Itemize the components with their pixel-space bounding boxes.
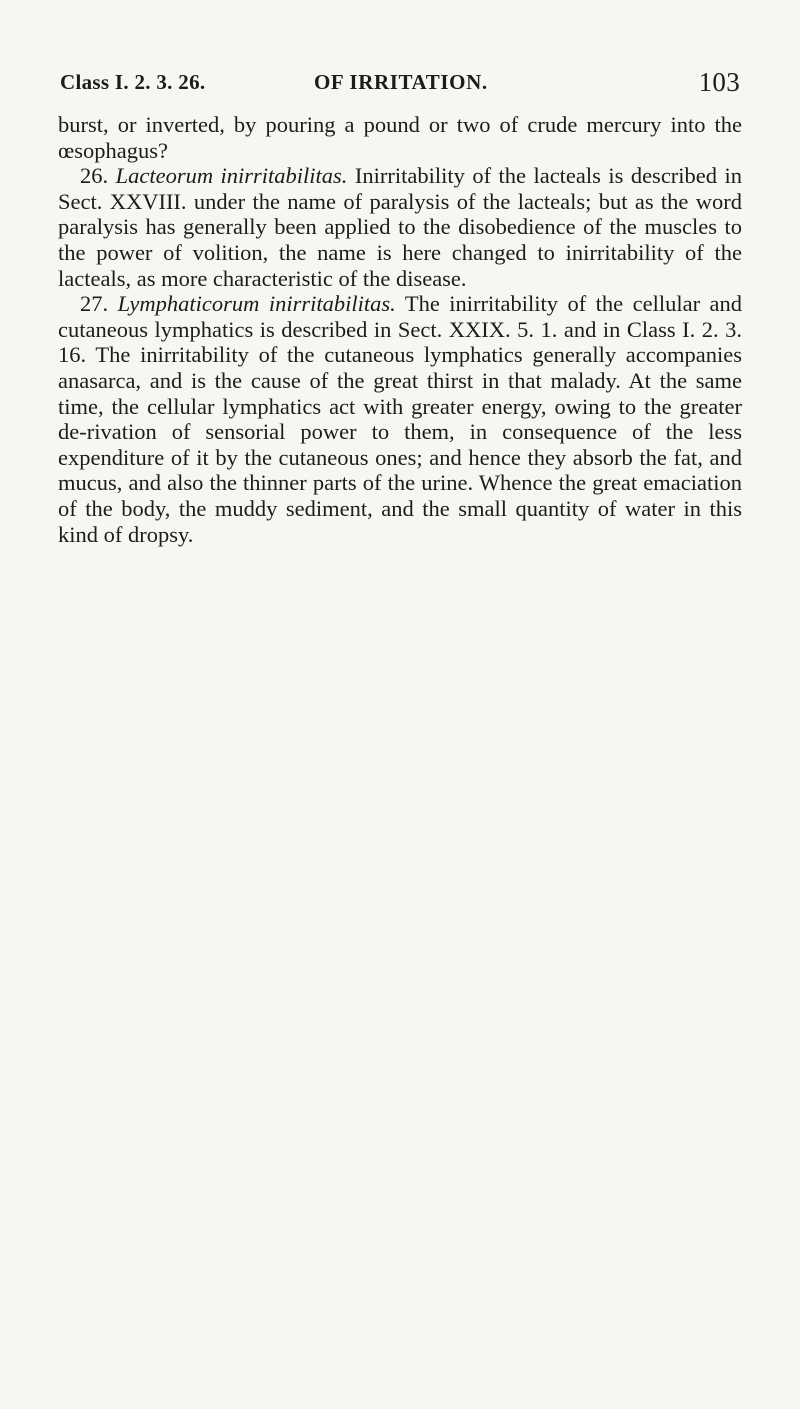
class-reference: Class I. 2. 3. 26. [60,70,206,94]
paragraph-text: The inirritability of the cellular and cutaneous lymphatics is described in Sect. XXIX. 5. 1. and in Class I. 2. 3. 16. The inirritability of the cutaneous lymphatics generally accompanies anasarca, and is the cause of the great thirst in that malady. At the same time, the cellular lymphatics act with greater energy, owing to the greater de-rivation of sensorial power to them, in consequence of the less expenditure of it by the cutaneous ones; and hence they absorb the fat, and mucus, and also the thinner parts of the urine. Whence the great emaciation of the body, the muddy sediment, and the small quantity of water in this kind of dropsy. [58,291,743,547]
paragraph-text: burst, or inverted, by pouring a pound or two of crude mercury into the œsophagus? [58,112,742,163]
paragraph-27 [58,291,742,547]
running-head [58,67,740,100]
section-title: Lymphaticorum inirritabilitas. [117,291,396,317]
paragraph-continuation [58,112,742,163]
section-number: 27. [80,291,109,317]
page-number: 103 [698,67,740,97]
paragraph-26 [58,163,742,291]
section-number: 26. [80,163,109,189]
section-title: Lacteorum inirritabilitas. [115,163,348,189]
body-text [58,112,742,547]
chapter-title: OF IRRITATION. [314,70,488,94]
paragraph-text: Inirritability of the lacteals is described in Sect. XXVIII. under the name of paralysis of the lacteals; but as the word paralysis has generally been applied to the disobedience of the muscles to the power of volition, the name is here changed to inirritability of the lacteals, as more characteristic of the disease. [58,163,742,291]
